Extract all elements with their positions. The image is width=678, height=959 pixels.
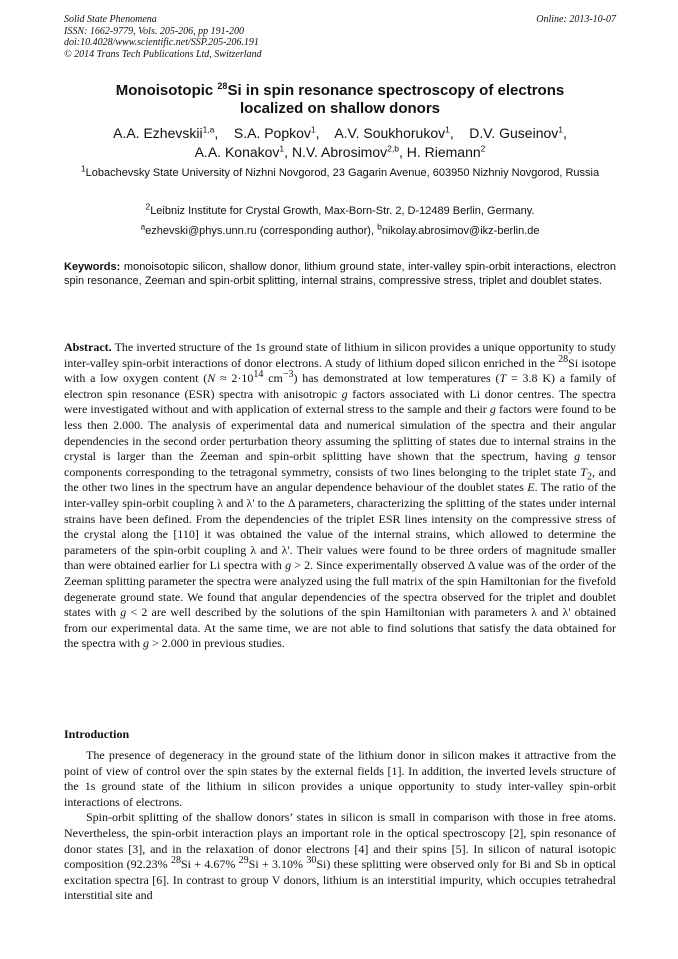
abstract-label: Abstract. bbox=[64, 340, 112, 354]
email-a-link[interactable]: ezhevski@phys.unn.ru (corresponding author), bbox=[145, 225, 378, 237]
author-name: A.A. Ezhevskii bbox=[113, 125, 203, 141]
abstract-text: cm bbox=[263, 371, 283, 386]
author-affiliation: 2,b bbox=[387, 143, 399, 154]
journal-issn: ISSN: 1662-9779, Vols. 205-206, pp 191-200 bbox=[64, 25, 244, 37]
intro-text: Si + 4.67% bbox=[180, 857, 239, 872]
journal-name: Solid State Phenomena bbox=[64, 14, 157, 25]
abstract-text: = 3.8 K) a family of electron spin resonance (ESR) spectra with anisotropic bbox=[64, 371, 616, 401]
author-affiliation: 1,a bbox=[202, 124, 215, 135]
journal-copyright: © 2014 Trans Tech Publications Ltd, Switzerland bbox=[64, 48, 262, 60]
math-symbol: g bbox=[574, 449, 581, 464]
title-line-2: localized on shallow donors bbox=[239, 100, 441, 117]
journal-doi: doi:10.4028/www.scientific.net/SSP.205-206.191 bbox=[64, 37, 259, 48]
title-isotope-superscript: 28 bbox=[217, 81, 228, 91]
affiliation-1-text: Lobachevsky State University of Nizhni Novgorod, 23 Gagarin Avenue, 603950 Nizhniy Novgorod, Russia bbox=[85, 167, 600, 179]
intro-text: Spin-orbit splitting of the shallow donors’ states in silicon is small in comparison with those in free atoms. Nevertheless, the spin-orbit interaction plays an important role in the optical spectroscopy [2], spin resonance of donor states [3], and in the relaxation of donor electrons [4] and their spins [5]. In silicon of natural isotopic composition (92.23% bbox=[64, 810, 616, 872]
abstract-text: factors associated with Li donor centres. The spectra were investigated without and with application of external stress to the sample and their bbox=[64, 386, 617, 417]
affiliation-2 bbox=[64, 201, 616, 219]
math-symbol: g bbox=[285, 558, 292, 573]
author-name: S.A. Popkov bbox=[233, 125, 311, 141]
math-symbol: T bbox=[499, 371, 507, 386]
intro-text: Si + 3.10% bbox=[248, 857, 307, 872]
paper-title bbox=[64, 82, 616, 118]
email-line bbox=[64, 221, 616, 239]
abstract-text: ) has demonstrated at low temperatures ( bbox=[293, 371, 500, 386]
author-name: H. Riemann bbox=[406, 144, 481, 160]
isotope-superscript: 28 bbox=[558, 353, 569, 365]
abstract-section bbox=[64, 340, 616, 652]
math-symbol: g bbox=[489, 402, 496, 417]
abstract-text: , and the other two lines in the spectrum have an angular dependence behaviour of the doublet states bbox=[64, 464, 617, 495]
abstract-text: ≈ 2·10 bbox=[215, 371, 254, 386]
keywords-label: Keywords: bbox=[64, 261, 121, 273]
abstract-text: . The ratio of the inter-valley spin-orbit coupling λ and λ' to the Δ parameters, characterizing the splitting of the states under internal strains have been defined. From the dependencies of the triplet ESR lines intensity on the compressive stress of the crystal along the [110] it was obtained the value of the internal strains, which allowed to determine the parameters of the spin-orbit coupling λ and λ'. Their values were found to be three orders of magnitude smaller than were obtained earlier for Li spectra with bbox=[64, 480, 616, 573]
exponent: 14 bbox=[253, 369, 264, 381]
abstract-text: tensor components corresponding to the tetragonal symmetry, consists of two lines belonging to the triplet state bbox=[64, 449, 617, 479]
isotope-superscript: 30 bbox=[306, 855, 317, 867]
author-name: N.V. Abrosimov bbox=[291, 144, 388, 160]
section-heading-introduction: Introduction bbox=[64, 727, 130, 741]
abstract-text: < 2 are well described by the solutions of the spin Hamiltonian with parameters λ and λ' obtained from our experimental data. At the same time, we are not able to find solutions that satisfy the data obtained for the spectra with bbox=[64, 605, 617, 651]
author-affiliation: 2 bbox=[480, 143, 486, 154]
author-list: A.A. Ezhevskii$^{1,a}$, S.A. Popkov$^1$, A.V. Soukhorukov$^1$, D.V. Guseinov$^1$, A.A. Konakov$^1$, N.V. Abrosimov$^{2,b}$, H. Riemann$^2$ bbox=[113, 124, 567, 160]
exponent: −3 bbox=[282, 369, 294, 381]
abstract-text: Si isotope with a low oxygen content ( bbox=[64, 355, 617, 386]
author-affiliation: 1 bbox=[558, 124, 564, 135]
affiliation-2-number: 2 bbox=[145, 201, 151, 212]
introduction-section bbox=[64, 748, 616, 904]
author-name: A.V. Soukhorukov bbox=[334, 125, 446, 141]
affiliation-2-text: Leibniz Institute for Crystal Growth, Max-Born-Str. 2, D-12489 Berlin, Germany. bbox=[150, 205, 535, 217]
isotope-superscript: 28 bbox=[170, 855, 181, 867]
author-affiliation: 1 bbox=[310, 124, 316, 135]
subscript: 2 bbox=[586, 471, 592, 483]
email-a-marker: a bbox=[140, 221, 146, 232]
keywords-section bbox=[64, 260, 616, 288]
intro-paragraph-1: The presence of degeneracy in the ground state of the lithium donor in silicon makes it attractive from the point of view of control over the spin states by the external fields [1]. In addition, the inverted levels structure of the 1s ground state of the lithium in silicon provides a unique opportunity to study inter-valley spin-orbit interactions of electrons. bbox=[64, 748, 616, 809]
abstract-text: factors were found to be less then 2.000. The analysis of experimental data and numerical simulation of the spectra and their angular dependencies in the second order perturbation theory assuming the splitting of states due to internal strains in the crystal is larger than the Zeeman and spin-orbit splitting have shown that the spectrum, having bbox=[64, 402, 617, 464]
journal-header bbox=[64, 14, 616, 60]
intro-text: Si) these splitting were observed only for Bi and Sb in optical excitation spectra [6]. In contrast to group V donors, lithium is an interstitial impurity, which occupies tetrahedral interstitial site and bbox=[64, 857, 616, 903]
math-symbol: g bbox=[341, 386, 348, 401]
email-b-link[interactable]: nikolay.abrosimov@ikz-berlin.de bbox=[381, 225, 540, 237]
author-affiliation: 1 bbox=[279, 143, 285, 154]
title-part-2: Si in spin resonance spectroscopy of electrons bbox=[227, 82, 565, 99]
math-symbol: E bbox=[527, 480, 535, 495]
author-name: A.A. Konakov bbox=[194, 144, 280, 160]
math-symbol: T bbox=[580, 464, 587, 479]
math-symbol: g bbox=[142, 636, 149, 651]
abstract-text: The inverted structure of the 1s ground state of lithium in silicon provides a unique opportunity to study inter-valley spin-orbit interactions of donor electrons. A study of lithium doped silicon enriched in the bbox=[64, 340, 616, 370]
abstract-text: > 2. Since experimentally observed Δ value was of the order of the Zeeman splitting parameter the spectra were analyzed using the full matrix of the spin Hamiltonian for the fivefold degenerate ground state. We found that angular dependencies of the spectra observed for the triplet and doublet states with bbox=[64, 558, 616, 620]
author-affiliation: 1 bbox=[445, 124, 450, 135]
keywords-text: monoisotopic silicon, shallow donor, lithium ground state, inter-valley spin-orbit interactions, electron spin resonance, Zeeman and spin-orbit splitting, internal strains, compressive stress, triplet and doublet states. bbox=[64, 261, 616, 287]
email-b-marker: b bbox=[377, 221, 382, 232]
isotope-superscript: 29 bbox=[238, 855, 249, 867]
intro-paragraph-2 bbox=[64, 810, 616, 904]
author-name: D.V. Guseinov bbox=[469, 125, 559, 141]
affiliation-1-number: 1 bbox=[80, 163, 86, 174]
affiliation-1 bbox=[64, 163, 616, 181]
math-symbol: N bbox=[207, 371, 216, 386]
math-symbol: g bbox=[120, 605, 127, 620]
title-part-1: Monoisotopic bbox=[115, 82, 218, 99]
abstract-text: > 2.000 in previous studies. bbox=[148, 636, 285, 651]
online-date: Online: 2013-10-07 bbox=[536, 14, 616, 25]
